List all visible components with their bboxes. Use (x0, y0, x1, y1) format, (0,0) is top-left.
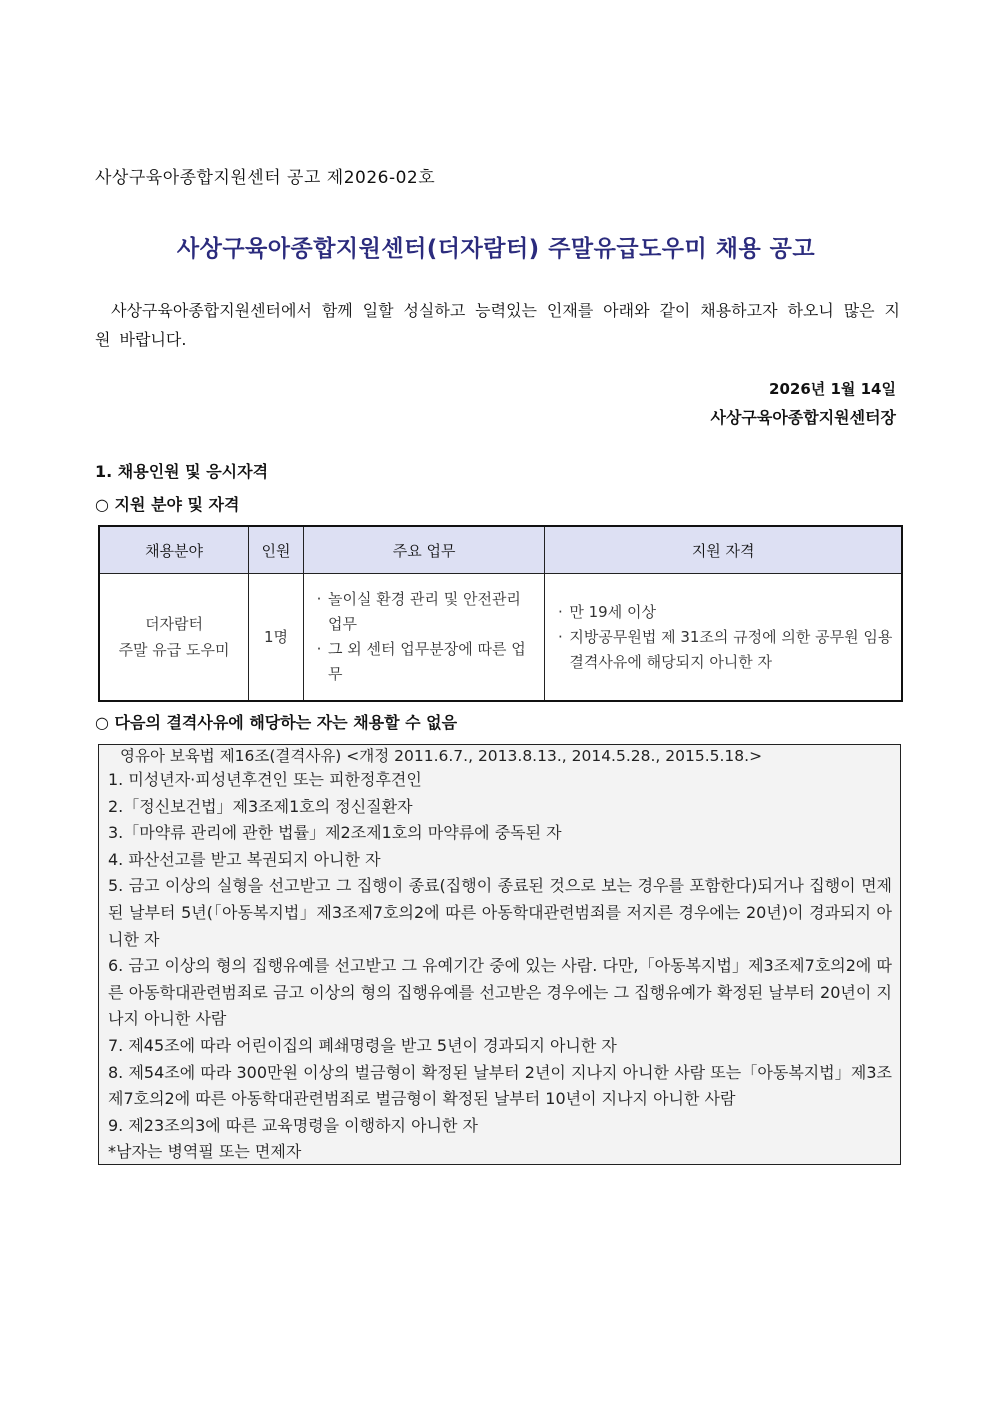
intro-paragraph: 사상구육아종합지원센터에서 함께 일할 성실하고 능력있는 인재를 아래와 같이 채용하고자 하오니 많은 지원 바랍니다. (95, 301, 900, 349)
bullet-icon: · (557, 627, 563, 646)
header-count: 인원 (249, 526, 304, 574)
list-item: 6. 금고 이상의 형의 집행유예를 선고받고 그 유예기간 중에 있는 사람. 다만,「아동복지법」제3조제7호의2에 따른 아동학대관련범죄로 금고 이상의 형의 집행유예를 선고받은 경우에는 그 집행유예가 확정된 날부터 20년이 지나지 아니한 사람 (108, 956, 892, 1029)
duty-item: · 놀이실 환경 관리 및 안전관리 업무 (310, 587, 538, 637)
bullet-icon: · (316, 590, 322, 608)
qualification-item: · 만 19세 이상 (551, 600, 893, 625)
law-title: 영유아 보육법 제16조(결격사유) <개정 2011.6.7., 2013.8.13., 2014.5.28., 2015.5.18.> (120, 747, 763, 765)
bullet-icon: · (316, 640, 322, 658)
page-title: 사상구육아종합지원센터(더자람터) 주말유급도우미 채용 공고 (176, 236, 816, 262)
qualifications-cell (545, 574, 902, 702)
disqualification-box (98, 744, 901, 1165)
table-row (99, 574, 902, 702)
list-item: 1. 미성년자·피성년후견인 또는 피한정후견인 (108, 770, 422, 789)
list-item: 4. 파산선고를 받고 복권되지 아니한 자 (108, 849, 381, 869)
bullet-icon: · (557, 602, 563, 621)
sub-heading-disqualification: ○ 다음의 결격사유에 해당하는 자는 채용할 수 없음 (95, 713, 458, 732)
issuer: 사상구육아종합지원센터장 (710, 408, 896, 427)
list-item: 3.「마약류 관리에 관한 법률」제2조제1호의 마약류에 중독된 자 (108, 823, 562, 843)
military-note: *남자는 병역필 또는 면제자 (108, 1142, 302, 1162)
header-duties: 주요 업무 (303, 526, 544, 574)
section-heading: 1. 채용인원 및 응시자격 (95, 462, 269, 481)
count-cell: 1명 (249, 574, 304, 702)
table-header-row (99, 526, 902, 574)
duties-cell (303, 574, 544, 702)
field-line: 더자람터 (145, 615, 204, 633)
qualification-item: · 지방공무원법 제 31조의 규정에 의한 공무원 임용 결격사유에 해당되지 아니한 자 (551, 625, 893, 675)
list-item: 5. 금고 이상의 실형을 선고받고 그 집행이 종료(집행이 종료된 것으로 보는 경우를 포함한다)되거나 집행이 면제된 날부터 5년(「아동복지법」제3조제7호의2에 따른 아동학대관련범죄를 저지른 경우에는 20년)이 경과되지 아니한 자 (108, 876, 892, 949)
recruitment-table (98, 525, 903, 702)
list-item: 8. 제54조에 따라 300만원 이상의 벌금형이 확정된 날부터 2년이 지나지 아니한 사람 또는「아동복지법」제3조제7호의2에 따른 아동학대관련범죄로 벌금형이 확정된 날부터 10년이 지나지 아니한 사람 (108, 1062, 892, 1109)
disqualification-list (108, 767, 892, 1139)
field-line: 주말 유급 도우미 (118, 641, 230, 659)
header-field: 채용분야 (99, 526, 249, 574)
header-qualifications: 지원 자격 (545, 526, 902, 574)
notice-number: 사상구육아종합지원센터 공고 제2026-02호 (95, 168, 436, 188)
list-item: 2.「정신보건법」제3조제1호의 정신질환자 (108, 796, 413, 816)
sub-heading-fields: ○ 지원 분야 및 자격 (95, 495, 240, 514)
duty-item: · 그 외 센터 업무분장에 따른 업무 (310, 637, 538, 687)
list-item: 7. 제45조에 따라 어린이집의 폐쇄명령을 받고 5년이 경과되지 아니한 자 (108, 1035, 617, 1055)
notice-date: 2026년 1월 14일 (769, 380, 896, 398)
field-cell (99, 574, 249, 702)
list-item: 9. 제23조의3에 따른 교육명령을 이행하지 아니한 자 (108, 1115, 478, 1135)
